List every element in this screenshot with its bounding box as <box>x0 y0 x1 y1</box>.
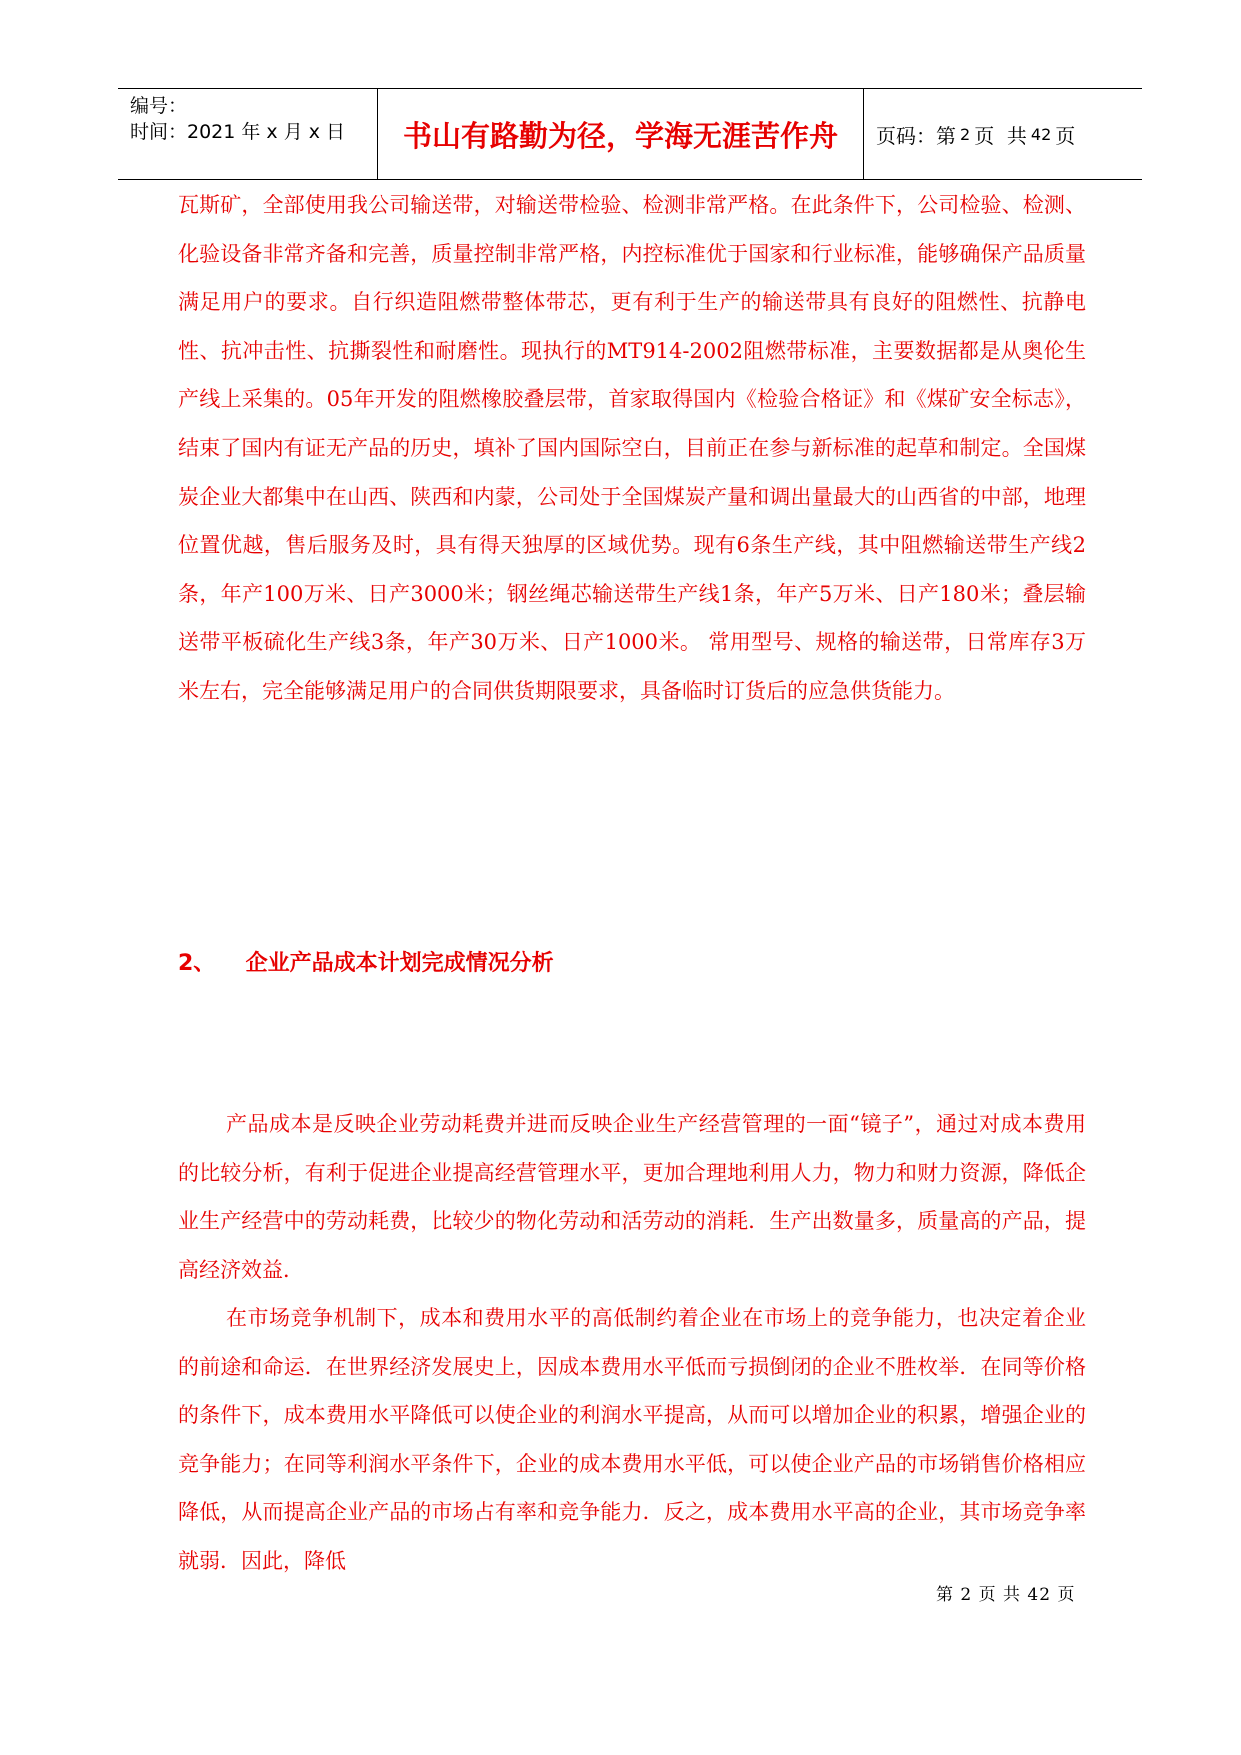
document-number-label: 编号： <box>130 95 188 117</box>
section-number: 2、 <box>178 951 216 976</box>
page-label-mid: 页 共 <box>974 123 1027 148</box>
page-total: 42 <box>1030 124 1052 144</box>
header-motto: 书山有路勤为径，学海无涯苦作舟 <box>402 118 838 153</box>
section-heading <box>178 946 554 977</box>
page-label-prefix: 页码：第 <box>876 123 956 148</box>
document-header <box>118 88 1142 180</box>
page-label-suffix: 页 <box>1055 123 1076 148</box>
section-title: 企业产品成本计划完成情况分析 <box>245 951 554 976</box>
document-time-label: 时间：2021 年 x 月 x 日 <box>130 121 346 143</box>
paragraph-company-overview: 瓦斯矿，全部使用我公司输送带，对输送带检验、检测非常严格。在此条件下，公司检验、检测、化验设备非常齐备和完善，质量控制非常严格，内控标准优于国家和行业标准，能够确保产品质量满足用户的要求。自行织造阻燃带整体带芯，更有利于生产的输送带具有良好的阻燃性、抗静电性、抗冲击性、抗撕裂性和耐磨性。现执行的MT914-2002阻燃带标准，主要数据都是从奥伦生产线上采集的。05年开发的阻燃橡胶叠层带，首家取得国内《检验合格证》和《煤矿安全标志》，结束了国内有证无产品的历史，填补了国内国际空白，目前正在参与新标准的起草和制定。全国煤炭企业大都集中在山西、陕西和内蒙，公司处于全国煤炭产量和调出量最大的山西省的中部，地理位置优越，售后服务及时，具有得天独厚的区域优势。现有6条生产线，其中阻燃输送带生产线2条，年产100万米、日产3000米；钢丝绳芯输送带生产线1条，年产5万米、日产180米；叠层输送带平板硫化生产线3条，年产30万米、日产1000米。 常用型号、规格的输送带，日常库存3万米左右，完全能够满足用户的合同供货期限要求，具备临时订货后的应急供货能力。 <box>178 193 1086 703</box>
page-current: 2 <box>960 124 971 144</box>
header-page-cell <box>864 89 1142 179</box>
page-footer: 第 2 页 共 42 页 <box>936 1585 1076 1605</box>
paragraph-market-competition: 在市场竞争机制下，成本和费用水平的高低制约着企业在市场上的竞争能力，也决定着企业的前途和命运．在世界经济发展史上，因成本费用水平低而亏损倒闭的企业不胜枚举．在同等价格的条件下，成本费用水平降低可以使企业的利润水平提高，从而可以增加企业的积累，增强企业的竞争能力；在同等利润水平条件下，企业的成本费用水平低，可以使企业产品的市场销售价格相应降低，从而提高企业产品的市场占有率和竞争能力．反之，成本费用水平高的企业，其市场竞争率就弱．因此，降低 <box>178 1306 1086 1573</box>
header-motto-cell <box>378 89 864 179</box>
header-meta-cell <box>118 89 378 179</box>
paragraph-cost-mirror: 产品成本是反映企业劳动耗费并进而反映企业生产经营管理的一面“镜子”，通过对成本费用的比较分析，有利于促进企业提高经营管理水平，更加合理地利用人力，物力和财力资源，降低企业生产经营中的劳动耗费，比较少的物化劳动和活劳动的消耗．生产出数量多，质量高的产品，提高经济效益． <box>178 1112 1086 1282</box>
